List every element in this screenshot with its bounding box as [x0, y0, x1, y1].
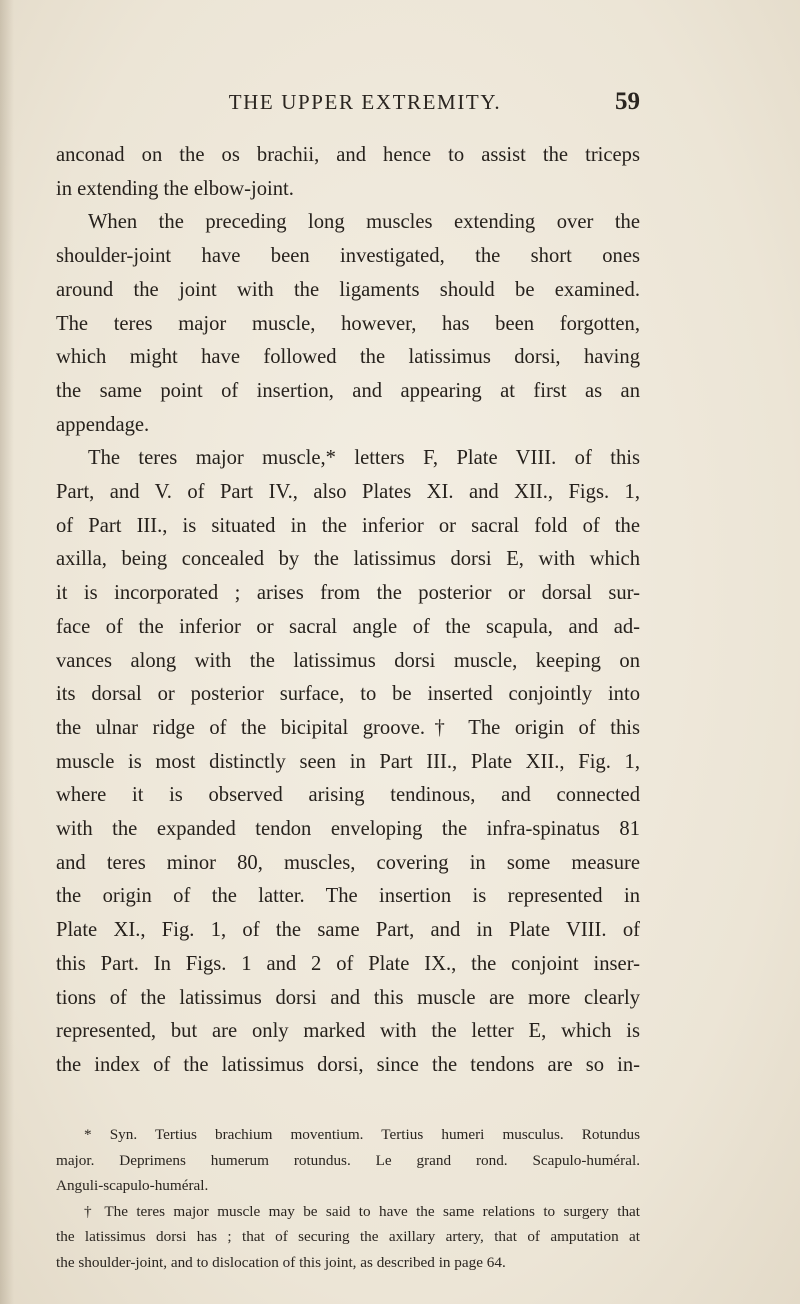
text-line: When the preceding long muscles extending over the [88, 211, 640, 234]
text-line: where it is observed arising tendinous, and connected [56, 784, 640, 807]
text-line: the origin of the latter. The insertion is represented in [56, 885, 640, 908]
page-number: 59 [615, 88, 640, 115]
text-line: in extending the elbow-joint. [56, 177, 294, 200]
text-line: shoulder-joint have been investigated, the short ones [56, 245, 640, 268]
text-line: anconad on the os brachii, and hence to assist the triceps [56, 144, 640, 166]
text-line: it is incorporated ; arises from the posterior or dorsal sur- [56, 582, 640, 605]
text-line: the ulnar ridge of the bicipital groove.† The origin of this [56, 716, 640, 739]
text-line: Part, and V. of Part IV., also Plates XI. and XII., Figs. 1, [56, 481, 640, 504]
footnote-line: * Syn. Tertius brachium moventium. Tertius humeri musculus. Rotundus [84, 1126, 640, 1143]
footnote-line: major. Deprimens humerum rotundus. Le grand rond. Scapulo-huméral. [56, 1151, 640, 1169]
text-line: its dorsal or posterior surface, to be inserted conjointly into [56, 683, 640, 706]
text-line: The teres major muscle, however, has been forgotten, [56, 312, 640, 335]
text-line: tions of the latissimus dorsi and this muscle are more clearly [56, 986, 640, 1009]
text-line: The teres major muscle,* letters F, Plate VIII. of this [88, 447, 640, 470]
footnotes [56, 1122, 640, 1275]
text-line: which might have followed the latissimus dorsi, having [56, 346, 640, 369]
text-line: of Part III., is situated in the inferior or sacral fold of the [56, 514, 640, 537]
page-header [0, 88, 800, 128]
footnote-line: the shoulder-joint, and to dislocation of this joint, as described in page 64. [56, 1253, 506, 1271]
footnote-line: † The teres major muscle may be said to have the same relations to surgery that [84, 1202, 640, 1220]
text-line: muscle is most distinctly seen in Part III., Plate XII., Fig. 1, [56, 750, 640, 773]
text-line: appendage. [56, 413, 150, 436]
gutter-shadow [0, 0, 14, 1304]
text-line: the same point of insertion, and appearing at first as an [56, 379, 640, 402]
text-line: Plate XI., Fig. 1, of the same Part, and in Plate VIII. of [56, 919, 640, 942]
text-line: this Part. In Figs. 1 and 2 of Plate IX., the conjoint inser- [56, 952, 640, 975]
text-line: around the joint with the ligaments should be examined. [56, 278, 640, 301]
text-line: and teres minor 80, muscles, covering in some measure [56, 851, 640, 874]
text-line: the index of the latissimus dorsi, since the tendons are so in- [56, 1053, 640, 1076]
running-head: THE UPPER EXTREMITY. [228, 90, 502, 114]
text-line: axilla, being concealed by the latissimus dorsi E, with which [56, 548, 640, 571]
text-line: with the expanded tendon enveloping the infra-spinatus 81 [56, 818, 640, 841]
text-line: face of the inferior or sacral angle of the scapula, and ad- [56, 615, 640, 638]
footnote-line: the latissimus dorsi has ; that of securing the axillary artery, that of amputation at [56, 1228, 640, 1245]
body-text [56, 139, 640, 1083]
footnote-line: Anguli-scapulo-huméral. [56, 1177, 209, 1194]
text-line: vances along with the latissimus dorsi muscle, keeping on [56, 649, 640, 672]
text-line: represented, but are only marked with the letter E, which is [56, 1020, 640, 1043]
